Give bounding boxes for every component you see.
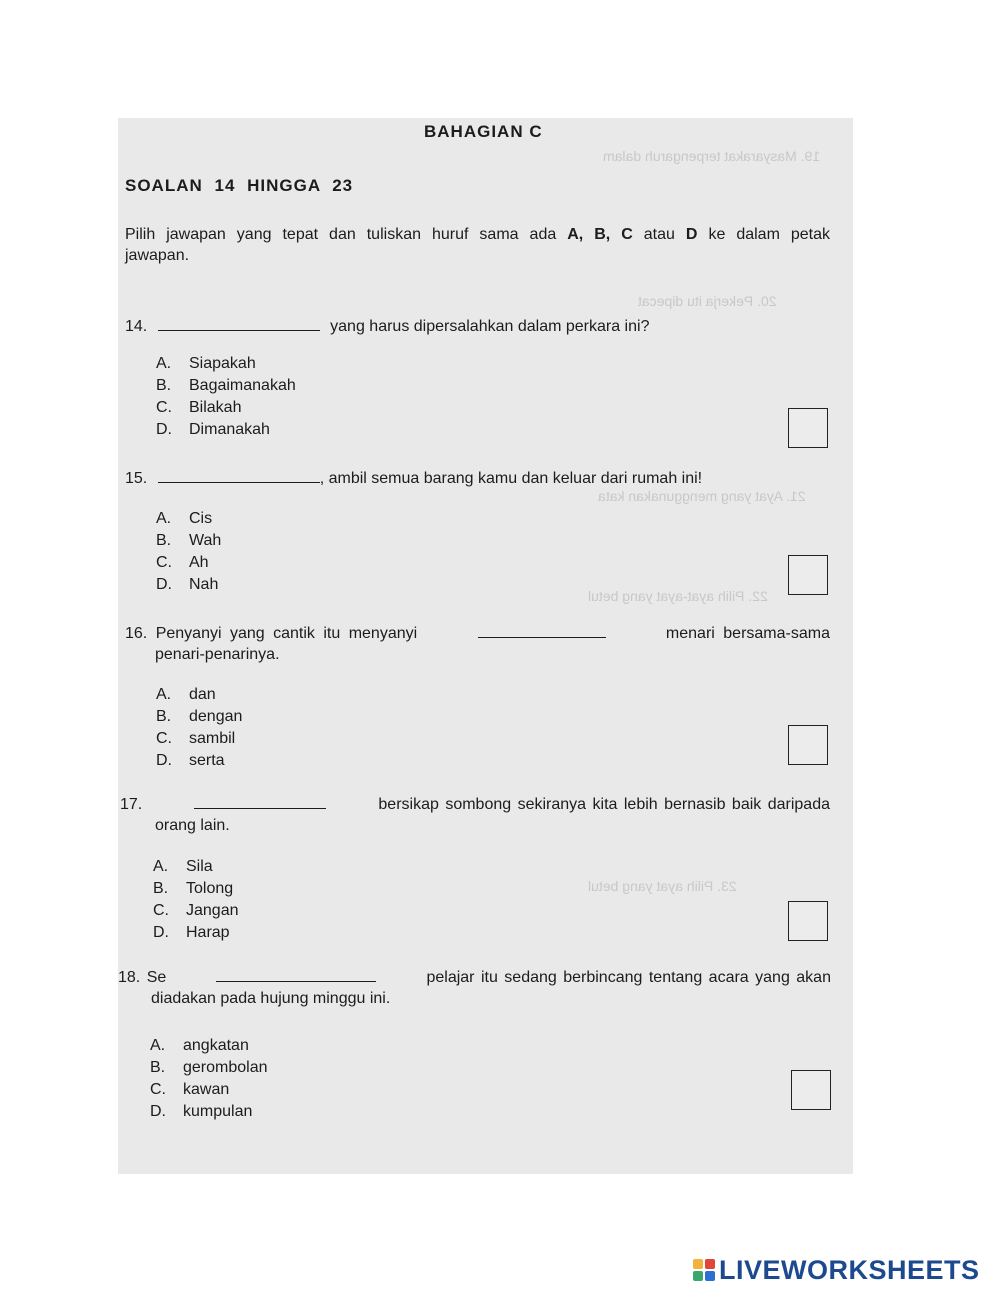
answer-box-15[interactable] xyxy=(788,555,828,595)
answer-box-17[interactable] xyxy=(788,901,828,941)
option: C. Jangan xyxy=(153,902,239,919)
instruction-text: Pilih jawapan yang tepat dan tuliskan huruf sama ada A, B, C atau D ke dalam petak jawapan. xyxy=(125,226,831,264)
option: C. sambil xyxy=(156,730,236,747)
answer-blank xyxy=(158,468,320,483)
logo-square xyxy=(705,1271,715,1281)
question-number: 18. xyxy=(118,969,141,986)
question-14 xyxy=(125,316,815,337)
question-number: 17. xyxy=(120,796,143,813)
question-15 xyxy=(125,468,815,489)
question-range-heading: SOALAN 14 HINGGA 23 xyxy=(125,176,354,195)
option: B. Tolong xyxy=(153,880,234,897)
answer-blank xyxy=(478,623,606,638)
option: C. Bilakah xyxy=(156,399,242,416)
bleed-through-text: 23. Pilih ayat yang betul xyxy=(588,878,737,894)
logo-square xyxy=(705,1259,715,1269)
bleed-through-text: 19. Masyarakat terpengaruh dalam xyxy=(603,148,821,164)
options-14 xyxy=(156,353,296,441)
question-text-line2: diadakan pada hujung minggu ini. xyxy=(151,990,391,1007)
answer-blank xyxy=(158,316,320,331)
question-16 xyxy=(125,623,830,665)
question-17 xyxy=(120,794,830,836)
worksheet-page xyxy=(118,118,853,1174)
question-number: 14. xyxy=(125,318,148,335)
answer-box-16[interactable] xyxy=(788,725,828,765)
option: D. Dimanakah xyxy=(156,421,270,438)
logo-grid-icon xyxy=(693,1259,715,1281)
option: D. kumpulan xyxy=(150,1103,253,1120)
option: C. Ah xyxy=(156,554,209,571)
options-17 xyxy=(153,856,239,944)
option: A. angkatan xyxy=(150,1037,249,1054)
options-18 xyxy=(150,1035,268,1123)
logo-square xyxy=(693,1259,703,1269)
option: B. Wah xyxy=(156,532,222,549)
logo-square xyxy=(693,1271,703,1281)
question-text: , ambil semua barang kamu dan keluar dari rumah ini! xyxy=(319,470,703,487)
options-16 xyxy=(156,684,242,772)
option: C. kawan xyxy=(150,1081,230,1098)
liveworksheets-logo xyxy=(693,1255,980,1285)
answer-blank xyxy=(194,794,326,809)
question-text: yang harus dipersalahkan dalam perkara ini? xyxy=(330,318,650,335)
option: D. Harap xyxy=(153,924,230,941)
option: A. dan xyxy=(156,686,216,703)
option: B. gerombolan xyxy=(150,1059,268,1076)
answer-box-14[interactable] xyxy=(788,408,828,448)
question-text: Se xyxy=(146,969,167,986)
options-15 xyxy=(156,508,221,596)
bleed-through-text: 22. Pilih ayat-ayat yang betul xyxy=(588,588,768,604)
answer-blank xyxy=(216,967,376,982)
option: D. Nah xyxy=(156,576,219,593)
question-text-line2: penari-penarinya. xyxy=(155,646,280,663)
question-number: 15. xyxy=(125,470,148,487)
answer-box-18[interactable] xyxy=(791,1070,831,1110)
option: B. Bagaimanakah xyxy=(156,377,296,394)
logo-text: LIVEWORKSHEETS xyxy=(719,1254,980,1285)
option: A. Cis xyxy=(156,510,213,527)
option: D. serta xyxy=(156,752,225,769)
option: B. dengan xyxy=(156,708,243,725)
question-18 xyxy=(118,967,831,1009)
question-text: pelajar itu sedang berbincang tentang acara yang akan xyxy=(426,969,831,986)
question-text-line2: orang lain. xyxy=(155,817,230,834)
question-text: menari bersama-sama xyxy=(665,625,830,642)
option: A. Siapakah xyxy=(156,355,256,372)
bleed-through-text: 21. Ayat yang menggunakan kata xyxy=(598,488,806,504)
section-title: BAHAGIAN C xyxy=(424,122,543,141)
bleed-through-text: 20. Pekerja itu dipecat xyxy=(638,293,777,309)
option: A. Sila xyxy=(153,858,213,875)
question-number: 16. xyxy=(125,625,148,642)
question-text: bersikap sombong sekiranya kita lebih bernasib baik daripada xyxy=(378,796,830,813)
question-text: Penyanyi yang cantik itu menyanyi xyxy=(155,625,418,642)
